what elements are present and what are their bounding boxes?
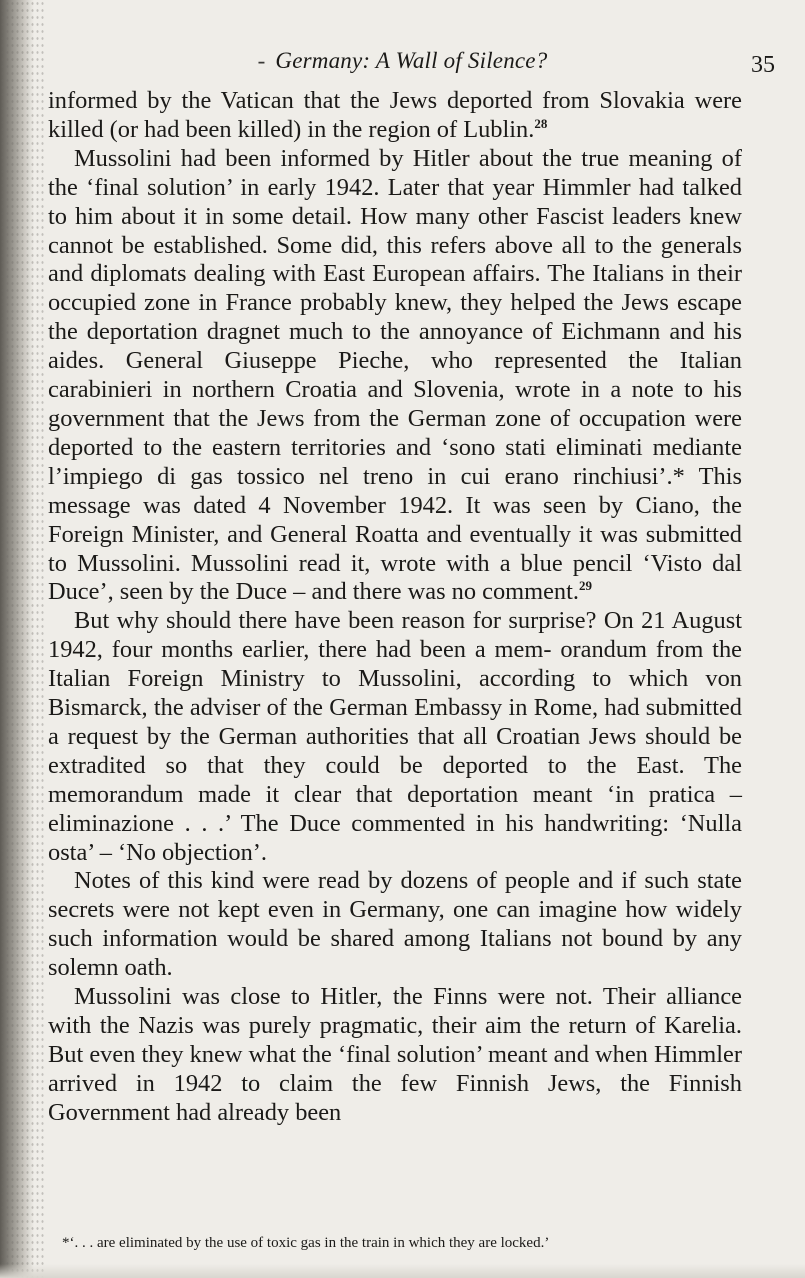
header-dash: - [257, 48, 266, 73]
text-line: seen by Ciano, the Foreign Minister, and General Roatta and [48, 491, 742, 548]
text-line: authorities that all Croatian Jews should be extradited so that [48, 722, 742, 779]
text-line: in northern Croatia and Slovenia, wrote in a note to his [162, 376, 742, 404]
text-line: meant and when Himmler arrived in 1942 to claim the few [48, 1040, 743, 1097]
text-line: there was no comment. [352, 578, 580, 606]
text-line: probably knew, they helped the Jews escape the deportation [48, 289, 742, 346]
paragraph [48, 87, 742, 145]
text-line: return of Karelia. But even they knew what the ‘final solution’ [48, 1012, 742, 1068]
text-line: government that the Jews from the German zone of occupation [48, 404, 686, 432]
text-line: objection’. [162, 838, 268, 866]
text-line: they could be deported to the East. The memorandum made it [48, 751, 742, 808]
page-header [0, 44, 805, 84]
paragraph [48, 145, 742, 608]
paragraph [48, 983, 742, 1128]
page-bottom-shadow [0, 1264, 805, 1278]
text-line: clear that deportation meant ‘in pratica – eliminazione . . .’ The [48, 780, 742, 837]
footnote: *‘. . . are eliminated by the use of toxic gas in the train in which they are locked.’ [62, 1235, 550, 1251]
paragraph [48, 607, 742, 867]
text-line: refers above all to the generals and diplomats dealing with East [48, 231, 742, 288]
text-line: Mussolini had been informed by Hitler about the true [74, 144, 620, 172]
text-line: other Fascist leaders knew cannot be established. Some did, this [48, 202, 742, 259]
text-line: Duce commented in his handwriting: ‘Nulla osta’ – ‘No [48, 809, 742, 866]
text-line: orandum from the Italian Foreign Ministry to Mussolini, [48, 636, 742, 693]
page-number: 35 [751, 52, 775, 78]
text-line: meaning of the ‘final solution’ in early 1942. Later that year [48, 144, 742, 201]
text-line: Himmler had talked to him about it in some detail. How many [48, 173, 742, 230]
text-line: Mussolini was close to Hitler, the Finns were not. Their [74, 983, 656, 1011]
running-head [0, 48, 805, 74]
text-line: how widely such information would be shared among Italians [48, 896, 742, 953]
scan-noise [0, 0, 46, 1278]
text-line: But why should there have been reason for surprise? On 21 [74, 607, 666, 635]
text-line: mediante l’impiego di gas tossico nel treno in cui erano [48, 433, 742, 490]
text-line: General Giuseppe Pieche, who represented the Italian carabinieri [48, 347, 742, 404]
text-line: were killed (or had been killed) in the region of Lublin. [48, 87, 742, 143]
text-line: Notes of this kind were read by dozens of people and if such [74, 867, 690, 895]
text-line: Finnish Jews, the Finnish Government had already been [48, 1069, 742, 1126]
text-line: not bound by any solemn oath. [48, 925, 742, 982]
text-line: wrote with a blue pencil ‘Visto dal Duce’, seen by the Duce – and [48, 549, 742, 606]
body-text [48, 87, 742, 1128]
text-line: Embassy in Rome, had submitted a request by the German [48, 694, 743, 750]
text-line: dragnet much to the annoyance of Eichmann and his aides. [48, 318, 742, 375]
note-reference: 28 [534, 115, 548, 131]
text-line: European affairs. The Italians in their occupied zone in France [48, 260, 742, 317]
text-line: eventually it was submitted to Mussolini. Mussolini read it, [48, 520, 742, 577]
text-line: informed by the Vatican that the Jews deported from Slovakia [48, 87, 685, 114]
text-line: rinchiusi’.* This message was dated 4 November 1942. It was [48, 462, 743, 519]
text-line: according to which von Bismarck, the adviser of the German [48, 665, 742, 722]
text-line: were deported to the eastern territories and ‘sono stati eliminati [48, 404, 742, 461]
text-line: state secrets were not kept even in Germany, one can imagine [48, 867, 742, 924]
running-head-title: Germany: A Wall of Silence? [275, 48, 548, 73]
paragraph [48, 867, 742, 983]
text-line: August 1942, four months earlier, there had been a mem- [48, 607, 742, 664]
note-reference: 29 [579, 578, 593, 594]
text-line: alliance with the Nazis was purely pragmatic, their aim the [48, 983, 742, 1039]
